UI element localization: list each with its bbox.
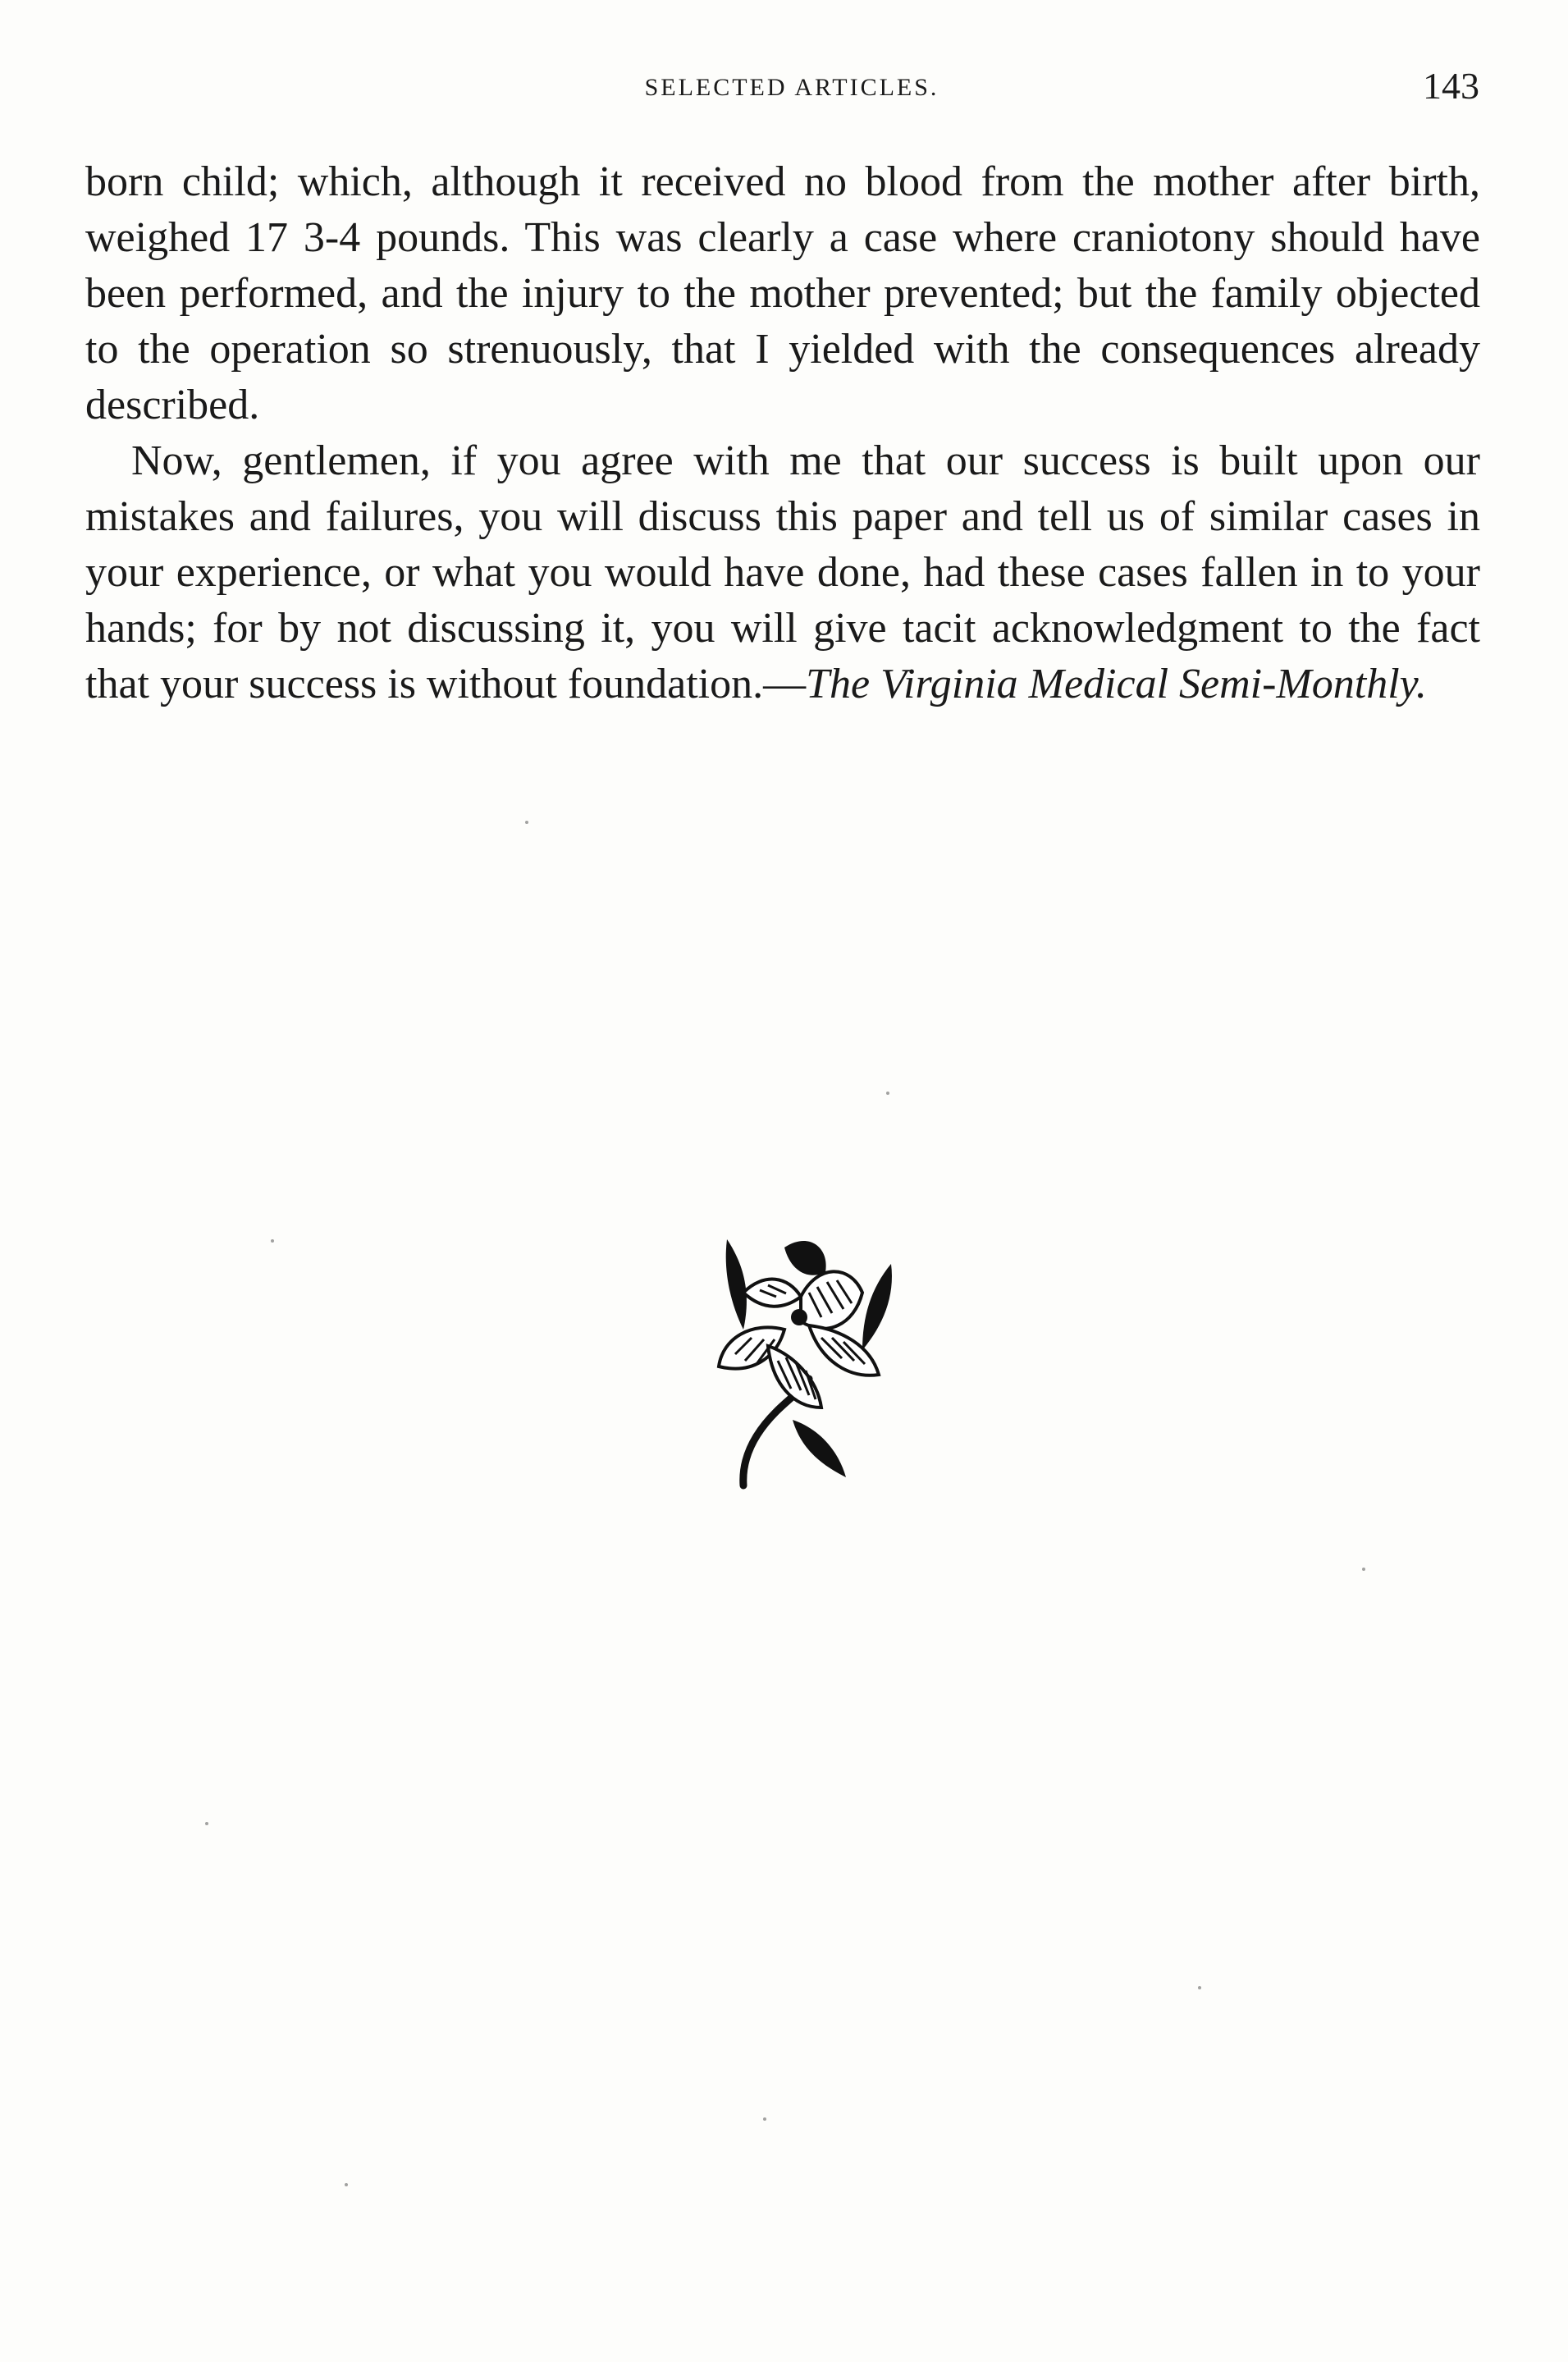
scan-speck [271,1239,274,1243]
paragraph-text: Now, gentlemen, if you agree with me that our success is built upon our mistakes and failures, you will discuss this paper and tell us of similar cases in your experience, or what you would have done, had these cases fallen in to your hands; for by not discussing it, you will give tacit acknowledgment to the fact that your success is without foundation.— [85,437,1480,707]
running-title: SELECTED ARTICLES. [644,74,939,101]
scan-speck [345,2183,348,2186]
scan-speck [1198,1986,1201,1989]
flower-ornament-icon [686,1215,899,1510]
paragraph-with-source [85,433,1480,712]
scan-speck [1362,1568,1365,1571]
source-citation: The Virginia Medical Semi-Monthly. [806,661,1427,707]
scan-speck [205,1822,208,1825]
scan-speck [525,821,528,824]
scan-speck [763,2117,766,2121]
scan-speck [886,1092,889,1095]
article-body [85,154,1480,712]
running-head [0,64,1568,113]
page-number: 143 [1423,65,1479,107]
paragraph: born child; which, although it received no blood from the mother after birth, weighed 17 3-4 pounds. This was clearly a case where craniotony should have been performed, and the injury to the mother prevented; but the family objected to the operation so strenuously, that I yielded with the consequences already described. [85,158,1480,428]
